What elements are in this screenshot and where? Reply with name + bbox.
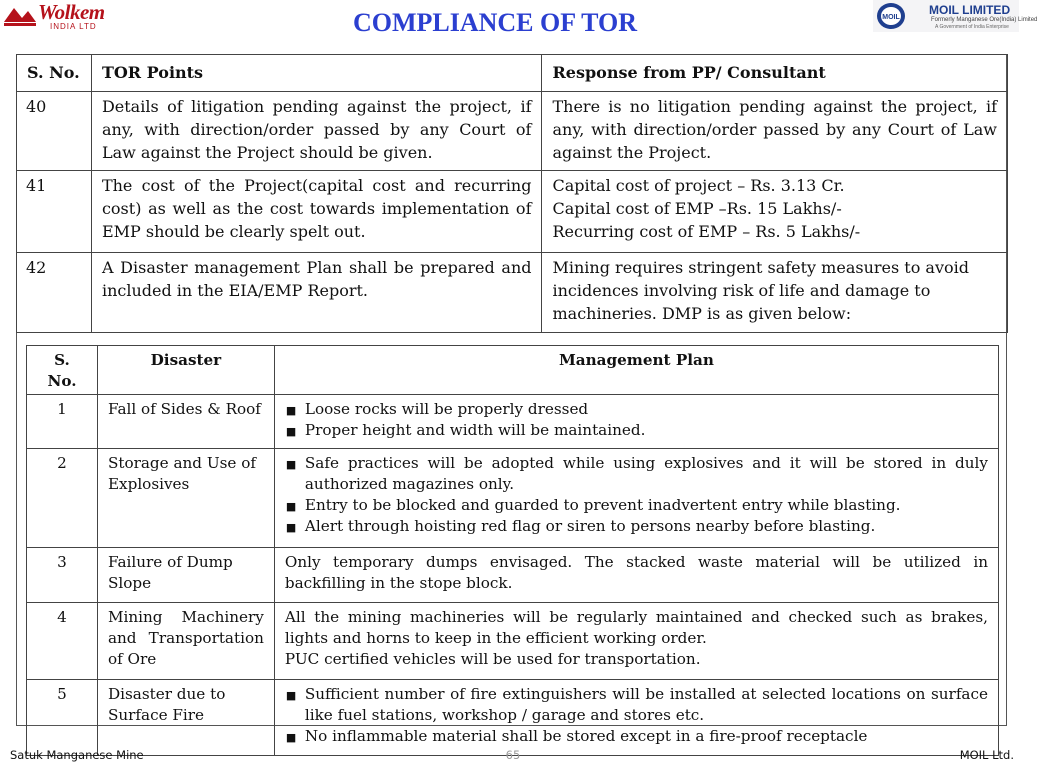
bullet-text: Sufficient number of fire extinguishers will be installed at selected locations on surface like fuel stations, workshop / garage and stores etc. [304, 685, 988, 724]
row-number: 40 [17, 92, 92, 171]
disaster-type: Fall of Sides & Roof [97, 395, 274, 449]
response-text: There is no litigation pending against the project, if any, with direction/order passed by any Court of Law against the Project. [542, 92, 1008, 171]
plan-bullet-item [285, 453, 988, 495]
bullet-text: Entry to be blocked and guarded to prevent inadvertent entry while blasting. [304, 496, 901, 514]
bullet-text: No inflammable material shall be stored except in a fire-proof receptacle [304, 727, 868, 745]
header-sno: S. No. [27, 346, 98, 395]
row-number: 4 [27, 603, 98, 680]
moil-emblem-text: MOIL [882, 14, 900, 21]
bullet-icon: ■ [285, 404, 297, 417]
management-plan-text: Only temporary dumps envisaged. The stacked waste material will be utilized in backfilling in the stope block. [274, 548, 998, 603]
wolkem-logo-text: Wolkem [38, 0, 105, 24]
row-number: 1 [27, 395, 98, 449]
row-number: 3 [27, 548, 98, 603]
plan-bullet-item [285, 684, 988, 726]
bullet-icon: ■ [285, 689, 297, 702]
response-text: Mining requires stringent safety measures to avoid incidences involving risk of life and damage to machineries. DMP is as given below: [542, 253, 1008, 333]
plan-bullet-item [285, 726, 988, 747]
table-row [17, 253, 1008, 333]
footer-left: Satuk Manganese Mine [10, 748, 144, 762]
moil-logo [873, 0, 1037, 32]
tor-point: A Disaster management Plan shall be prepared and included in the EIA/EMP Report. [91, 253, 542, 333]
management-plan-text: PUC certified vehicles will be used for transportation. [284, 650, 701, 668]
header-management-plan: Management Plan [274, 346, 998, 395]
disaster-type: Storage and Use of Explosives [97, 449, 274, 548]
row-number: 41 [17, 171, 92, 253]
moil-logo-name: MOIL LIMITED [929, 3, 1011, 17]
footer-right: MOIL Ltd. [959, 748, 1014, 762]
bullet-icon: ■ [285, 521, 297, 534]
management-plan-cell [274, 449, 998, 548]
header-disaster: Disaster [97, 346, 274, 395]
table-header-row [27, 346, 999, 395]
header-tor-points: TOR Points [91, 55, 542, 92]
wolkem-logo-subtext: INDIA LTD [50, 22, 97, 31]
table-row [27, 548, 999, 603]
header-response: Response from PP/ Consultant [542, 55, 1008, 92]
management-plan-cell [274, 680, 998, 756]
tor-compliance-table [16, 54, 1008, 333]
moil-emblem-icon [876, 2, 906, 30]
bullet-text: Safe practices will be adopted while using explosives and it will be stored in duly authorized magazines only. [304, 454, 988, 493]
bullet-text: Loose rocks will be properly dressed [304, 400, 589, 418]
table-header-row [17, 55, 1008, 92]
management-plan-cell [274, 603, 998, 680]
response-line: Recurring cost of EMP – Rs. 5 Lakhs/- [552, 222, 861, 241]
management-plan-cell [274, 395, 998, 449]
tor-point: The cost of the Project(capital cost and recurring cost) as well as the cost towards implementation of EMP should be clearly spelt out. [91, 171, 542, 253]
bullet-icon: ■ [285, 500, 297, 513]
bullet-icon: ■ [285, 731, 297, 744]
table-row [27, 680, 999, 756]
bullet-icon: ■ [285, 458, 297, 471]
page-title: COMPLIANCE OF TOR [352, 8, 638, 37]
bullet-text: Proper height and width will be maintained. [304, 421, 646, 439]
table-row [27, 603, 999, 680]
table-row [27, 449, 999, 548]
row-number: 2 [27, 449, 98, 548]
plan-bullet-item [285, 420, 988, 441]
tor-point: Details of litigation pending against the project, if any, with direction/order passed by any Court of Law against the Project should be given. [91, 92, 542, 171]
response-line: Capital cost of EMP –Rs. 15 Lakhs/- [552, 199, 842, 218]
bullet-icon: ■ [285, 425, 297, 438]
moil-logo-enterprise: A Government of India Enterprise [935, 24, 1009, 30]
disaster-type: Disaster due to Surface Fire [97, 680, 274, 756]
plan-bullet-item [285, 495, 988, 516]
row-number: 5 [27, 680, 98, 756]
response-line: Capital cost of project – Rs. 3.13 Cr. [552, 176, 845, 195]
row-number: 42 [17, 253, 92, 333]
moil-logo-tagline: Formerly Manganese Ore(India) Limited [931, 17, 1037, 23]
disaster-management-table [26, 345, 999, 756]
plan-bullet-item [285, 516, 988, 537]
page-number: 65 [505, 748, 521, 762]
header-sno: S. No. [17, 55, 92, 92]
management-plan-text: All the mining machineries will be regularly maintained and checked such as brakes, lights and horns to keep in the efficient working order. [284, 608, 988, 647]
response-cell [542, 171, 1008, 253]
bullet-text: Alert through hoisting red flag or siren to persons nearby before blasting. [304, 517, 876, 535]
disaster-type: Failure of Dump Slope [97, 548, 274, 603]
disaster-type: Mining Machinery and Transportation of Ore [97, 603, 274, 680]
table-row [27, 395, 999, 449]
plan-bullet-item [285, 399, 988, 420]
table-row [17, 171, 1008, 253]
table-row [17, 92, 1008, 171]
